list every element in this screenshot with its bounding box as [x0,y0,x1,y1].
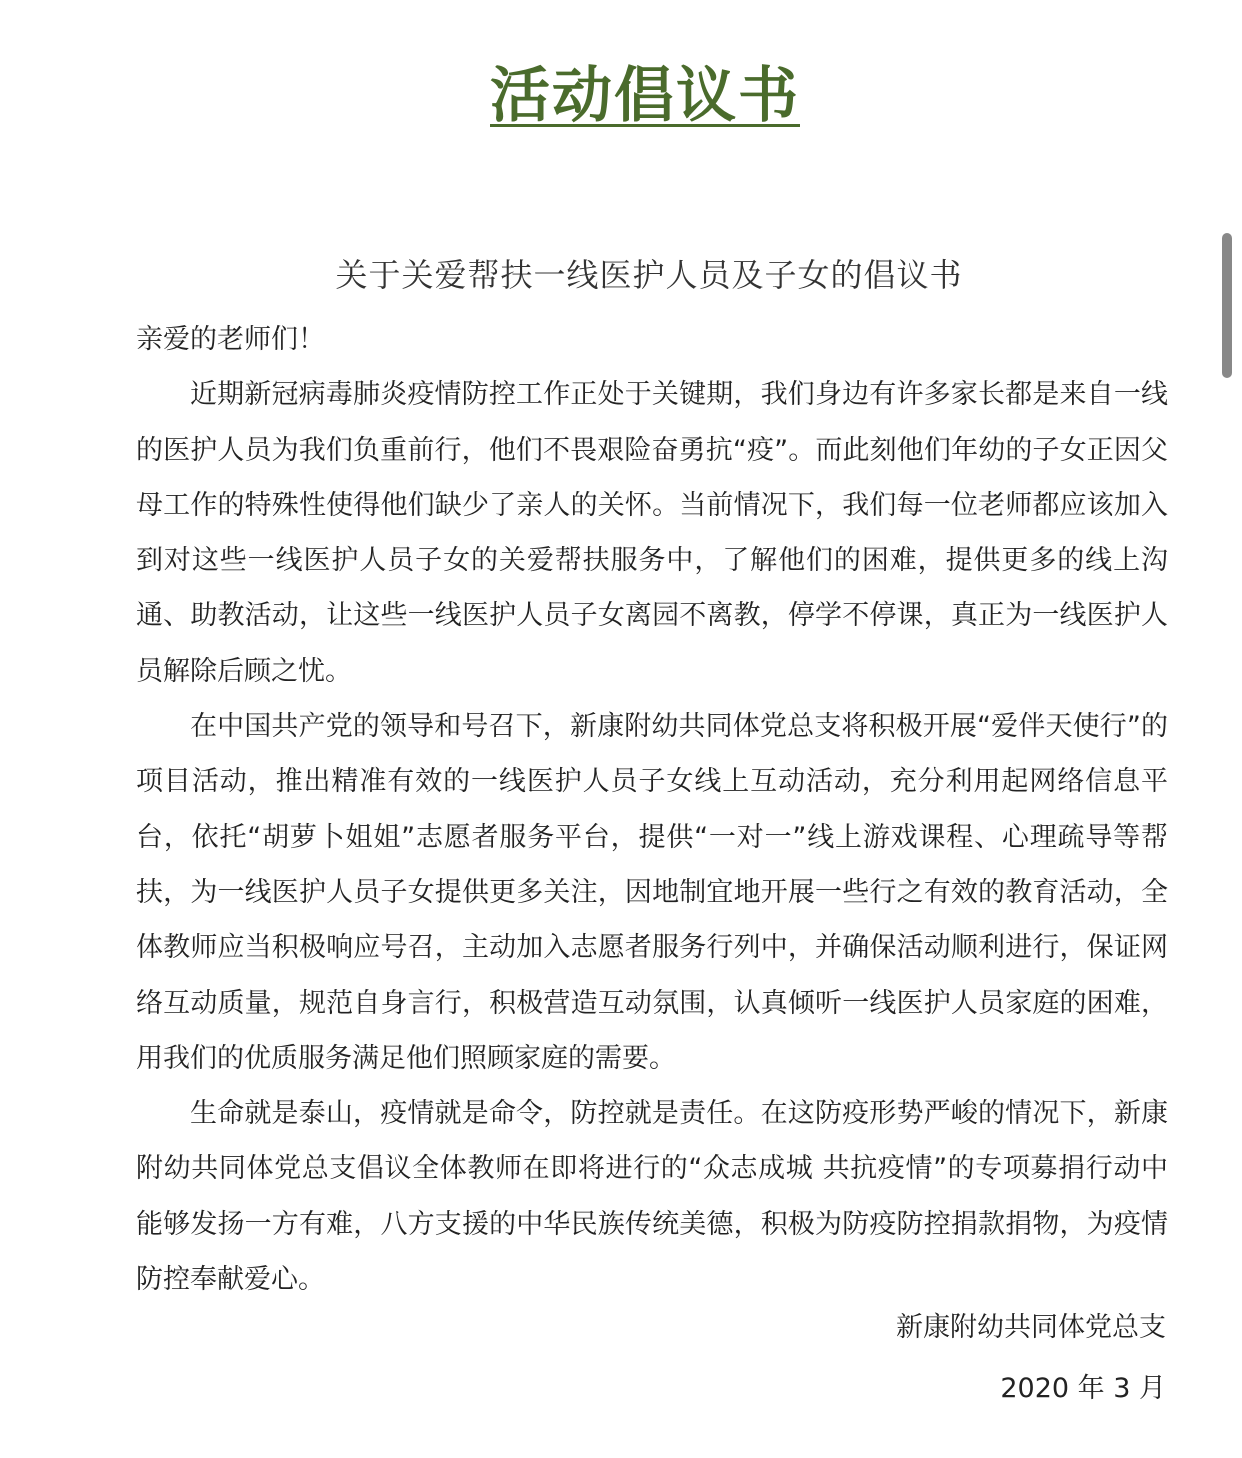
signature: 新康附幼共同体党总支 [896,1312,1166,1343]
paragraph: 在中国共产党的领导和号召下，新康附幼共同体党总支将积极开展“爱伴天使行”的项目活动，推出精准有效的一线医护人员子女线上互动活动，充分利用起网络信息平台，依托“胡萝卜姐姐”志愿者服务平台，提供“一对一”线上游戏课程、心理疏导等帮扶，为一线医护人员子女提供更多关注，因地制宜地开展一些行之有效的教育活动，全体教师应当积极响应号召，主动加入志愿者服务行列中，并确保活动顺利进行，保证网络互动质量，规范自身言行，积极营造互动氛围，认真倾听一线医护人员家庭的困难，用我们的优质服务满足他们照顾家庭的需要。 [136,711,1168,1074]
date-line: 2020 年 3 月 [1000,1373,1166,1404]
letter-body [136,312,1168,1307]
page-heading [0,48,1242,134]
document-title: 关于关爱帮扶一线医护人员及子女的倡议书 [335,256,963,294]
paragraph: 近期新冠病毒肺炎疫情防控工作正处于关键期，我们身边有许多家长都是来自一线的医护人员为我们负重前行，他们不畏艰险奋勇抗“疫”。而此刻他们年幼的子女正因父母工作的特殊性使得他们缺少了亲人的关怀。当前情况下，我们每一位老师都应该加入到对这些一线医护人员子女的关爱帮扶服务中，了解他们的困难，提供更多的线上沟通、助教活动，让这些一线医护人员子女离园不离教，停学不停课，真正为一线医护人员解除后顾之忧。 [136,379,1168,687]
salutation: 亲爱的老师们！ [136,324,325,355]
paragraph: 生命就是泰山，疫情就是命令，防控就是责任。在这防疫形势严峻的情况下，新康附幼共同体党总支倡议全体教师在即将进行的“众志成城 共抗疫情”的专项募捐行动中能够发扬一方有难，八方支援的中华民族传统美德，积极为防疫防控捐款捐物，为疫情防控奉献爱心。 [136,1098,1168,1296]
scrollbar-thumb[interactable] [1222,233,1232,378]
page-heading-text: 活动倡议书 [490,61,800,131]
